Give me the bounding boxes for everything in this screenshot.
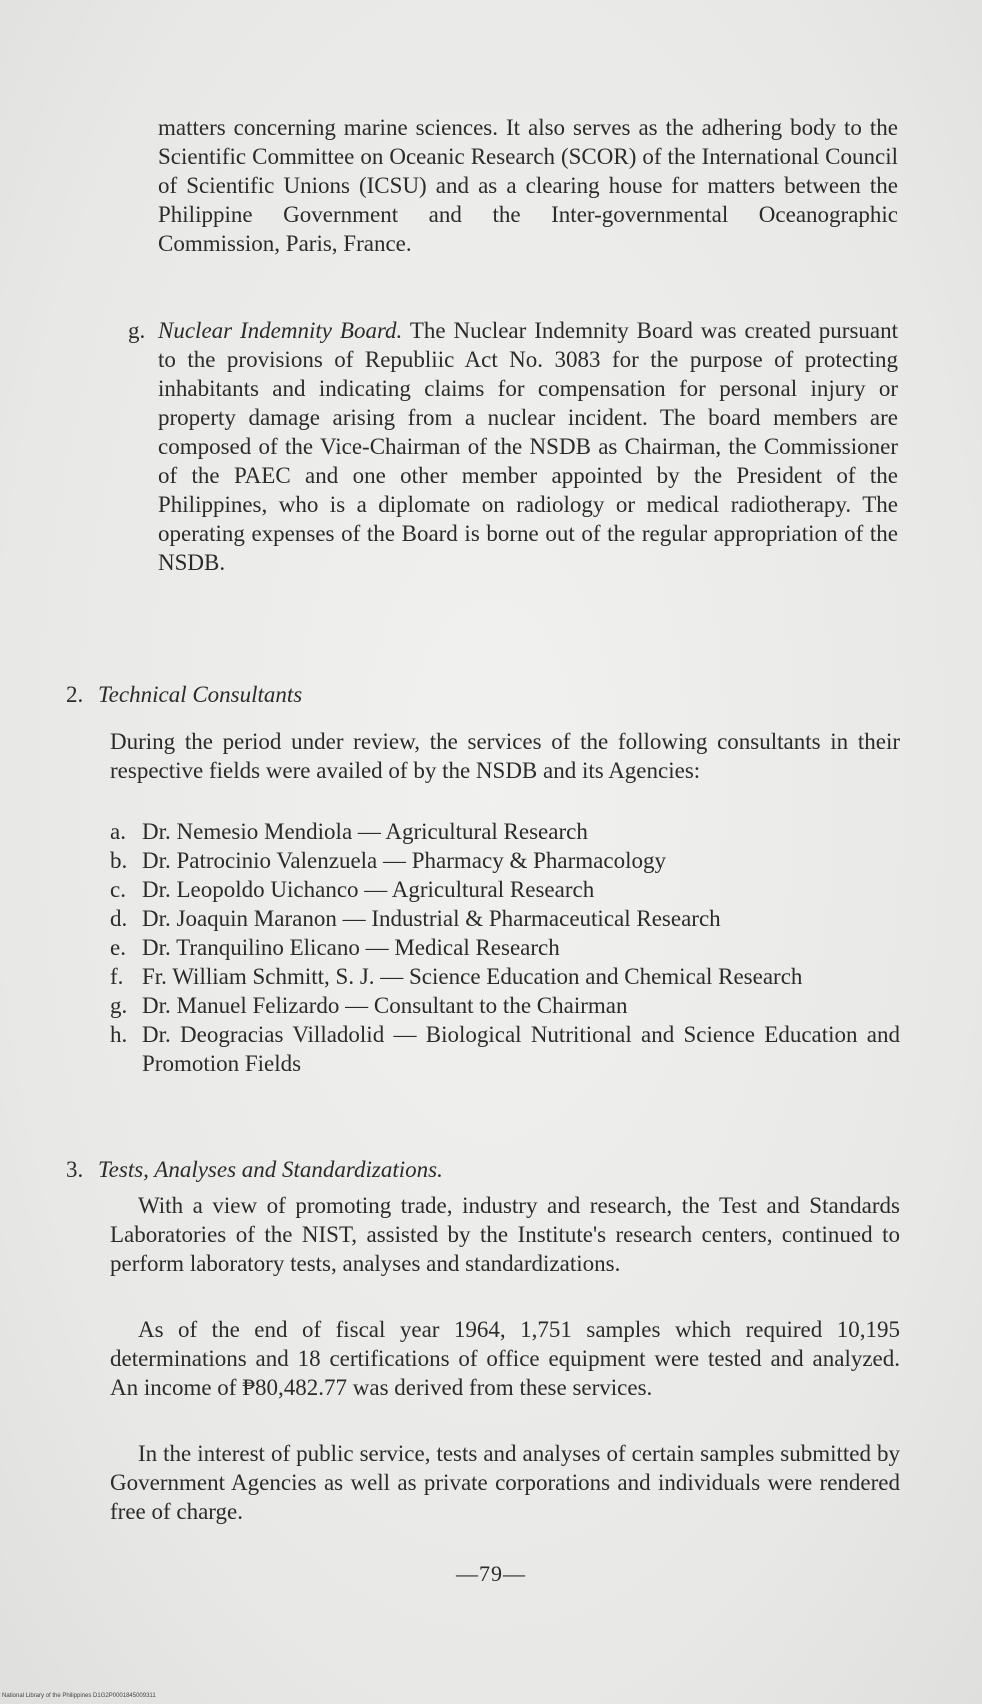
list-item [110,1020,900,1078]
list-item-text: Fr. William Schmitt, S. J. — Science Education and Chemical Research [142,964,803,989]
list-item [110,904,900,933]
consultant-list [110,817,900,1078]
list-item-text: Dr. Nemesio Mendiola — Agricultural Research [142,819,588,844]
section-2-heading [66,680,302,709]
list-item-text: Dr. Tranquilino Elicano — Medical Research [142,935,560,960]
section-3-paragraph-2: As of the end of fiscal year 1964, 1,751 samples which required 10,195 determinations and 18 certifications of office equipment were tested and analyzed. An income of ₱80,482.77 was derived from these services. [110,1317,900,1400]
list-item-label: f. [110,964,124,989]
section-2-intro: During the period under review, the services of the following consultants in their respective fields were availed of by the NSDB and its Agencies: [110,729,900,783]
list-item-label: e. [110,935,126,960]
scan-footer-text: National Library of the Philippines D1G2P0001845009311 [2,1693,156,1699]
list-item-label: d. [110,906,128,931]
list-item-text: Dr. Patrocinio Valenzuela — Pharmacy & Pharmacology [142,848,666,873]
continuation-paragraph: matters concerning marine sciences. It also serves as the adhering body to the Scientific Committee on Oceanic Research (SCOR) of the International Council of Scientific Unions (ICSU) and as a clearing house for matters between the Philippine Government and the Inter-governmental Oceanographic Commission, Paris, France. [158,115,898,256]
list-item-text: Dr. Deogracias Villadolid — Biological Nutritional and Science Education and Promotion Fields [142,1022,900,1076]
section-3-paragraph-3: In the interest of public service, tests and analyses of certain samples submitted by Government Agencies as well as private corporations and individuals were rendered free of charge. [110,1441,900,1524]
list-item [110,846,900,875]
section-3-number: 3. [66,1157,84,1182]
list-item [110,933,900,962]
list-item-label: a. [110,819,126,844]
list-item-text: Dr. Leopoldo Uichanco — Agricultural Research [142,877,595,902]
list-item-label: c. [110,877,126,902]
list-item-label: g. [110,993,128,1018]
section-3-paragraph-1: With a view of promoting trade, industry and research, the Test and Standards Laboratories of the NIST, assisted by the Institute's research centers, continued to perform laboratory tests, analyses and standardizations. [110,1193,900,1276]
list-item [110,875,900,904]
section-2-title: Technical Consultants [98,682,303,707]
section-3-heading [66,1155,443,1184]
item-g-title: Nuclear Indemnity Board. [158,318,403,343]
section-3-title: Tests, Analyses and Standardizations. [98,1157,443,1182]
list-item-label: b. [110,848,128,873]
list-item-text: Dr. Joaquin Maranon — Industrial & Pharmaceutical Research [142,906,721,931]
list-item-label: h. [110,1022,128,1047]
list-item [110,962,900,991]
list-item [110,817,900,846]
page-number: —79— [456,1561,526,1586]
list-item [110,991,900,1020]
item-g-body: The Nuclear Indemnity Board was created pursuant to the provisions of Republiic Act No. 3083 for the purpose of protecting inhabitants and indicating claims for compensation for personal injury or property damage arising from a nuclear incident. The board members are composed of the Vice-Chairman of the NSDB as Chairman, the Commissioner of the PAEC and one other member appointed by the President of the Philippines, who is a diplomate on radiology or medical radiotherapy. The operating expenses of the Board is borne out of the regular appropriation of the NSDB. [158,318,898,575]
item-g-nuclear-indemnity-board [128,316,898,577]
item-g-label: g. [128,318,146,343]
section-2-number: 2. [66,682,84,707]
list-item-text: Dr. Manuel Felizardo — Consultant to the Chairman [142,993,628,1018]
